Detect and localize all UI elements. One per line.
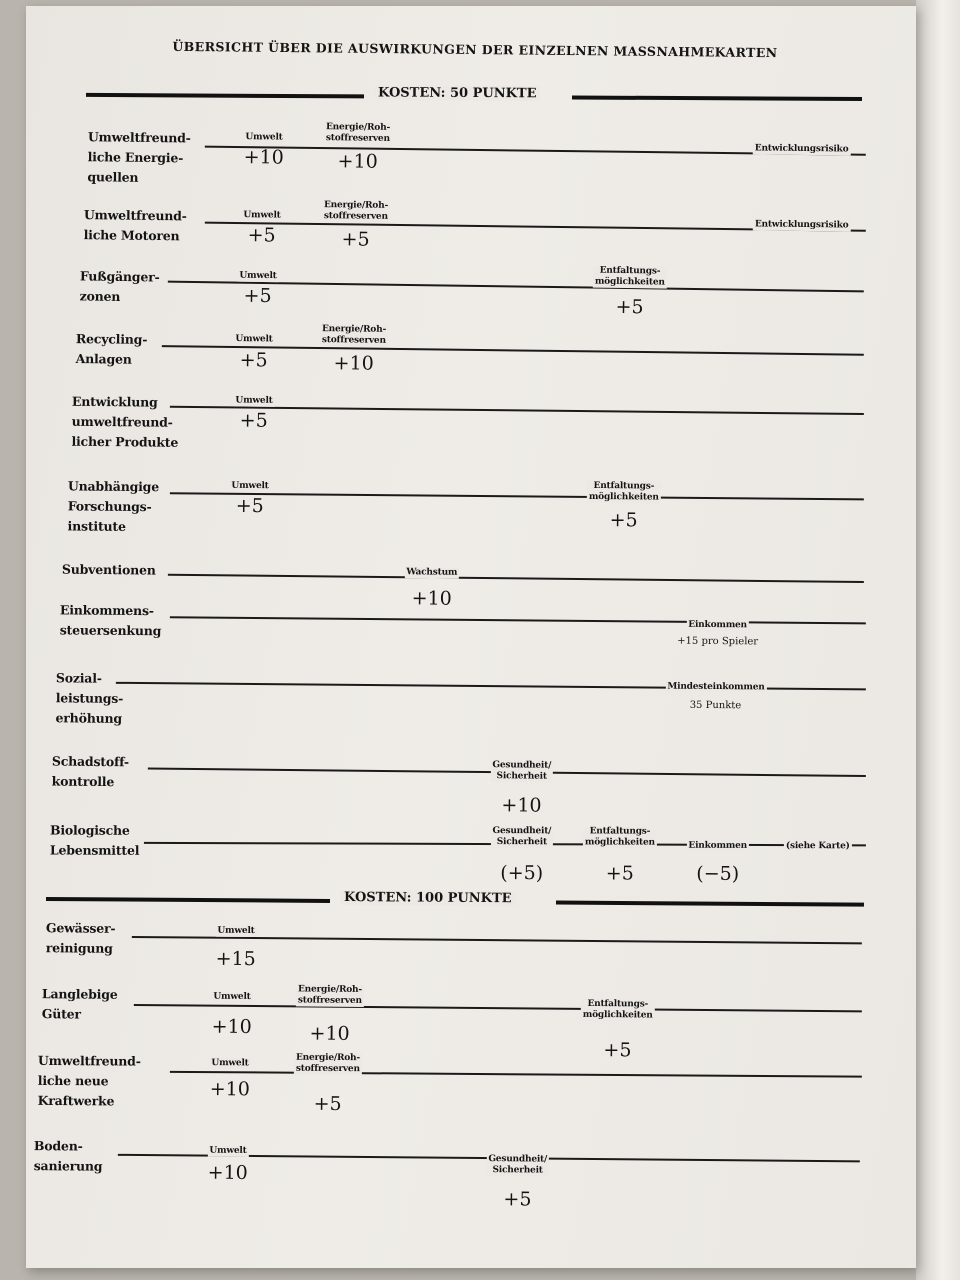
measure-label: Boden- sanierung bbox=[33, 1138, 103, 1174]
measure-row bbox=[0, 668, 960, 726]
section-header bbox=[0, 888, 960, 915]
effect-category: Umwelt bbox=[237, 271, 278, 283]
effect-value: +5 bbox=[609, 509, 638, 532]
measure-row bbox=[0, 918, 960, 971]
effect-category: Umwelt bbox=[243, 132, 284, 144]
effect-line bbox=[170, 616, 866, 624]
section-rule bbox=[572, 95, 862, 101]
measure-row bbox=[0, 200, 960, 251]
section-rule bbox=[556, 901, 864, 907]
page-title: ÜBERSICHT ÜBER DIE AUSWIRKUNGEN DER EINZELNEN MASSNAHMEKARTEN bbox=[172, 38, 778, 61]
measure-label: Recycling- Anlagen bbox=[75, 331, 148, 367]
effect-category: Entfaltungs- möglichkeiten bbox=[593, 266, 667, 289]
section-label: KOSTEN: 50 PUNKTE bbox=[374, 85, 541, 101]
measure-row bbox=[0, 324, 960, 375]
effect-category: Umwelt bbox=[229, 481, 270, 492]
effect-category: Gesundheit/ Sicherheit bbox=[490, 760, 553, 783]
effect-line bbox=[170, 492, 864, 500]
measure-label: Umweltfreund- liche neue Kraftwerke bbox=[37, 1052, 141, 1109]
effect-category: Umwelt bbox=[233, 395, 274, 406]
effect-category: Umwelt bbox=[207, 1146, 248, 1157]
effect-value: +10 bbox=[209, 1078, 250, 1101]
measure-label: Gewässer- reinigung bbox=[45, 920, 116, 956]
effect-line bbox=[168, 574, 864, 583]
effect-category: Umwelt bbox=[233, 334, 274, 346]
effect-value: +5 bbox=[503, 1188, 532, 1211]
measure-label: Subventionen bbox=[61, 561, 156, 578]
effect-line bbox=[168, 281, 864, 293]
effect-line bbox=[170, 1071, 862, 1078]
effect-line bbox=[170, 406, 864, 415]
effect-value: +5 bbox=[603, 1039, 632, 1062]
effect-category: Entfaltungs- möglichkeiten bbox=[583, 826, 657, 848]
effect-value: +5 bbox=[615, 295, 644, 319]
effect-category: Mindesteinkommen bbox=[665, 682, 766, 694]
effect-value: +5 bbox=[313, 1092, 342, 1116]
effect-category: Wachstum bbox=[404, 567, 459, 579]
effect-value: +10 bbox=[411, 587, 452, 610]
section-label: KOSTEN: 100 PUNKTE bbox=[340, 890, 516, 906]
effect-value: +5 bbox=[605, 862, 634, 885]
effect-value: +5 bbox=[239, 349, 268, 372]
effect-value: +15 pro Spieler bbox=[677, 635, 759, 648]
measure-row bbox=[0, 600, 960, 648]
effect-value: +5 bbox=[247, 224, 276, 247]
effect-value: +5 bbox=[341, 228, 370, 251]
effect-category: Energie/Roh- stoffreserven bbox=[322, 200, 390, 223]
effect-category: Gesundheit/ Sicherheit bbox=[490, 826, 553, 848]
effect-value: (−5) bbox=[696, 862, 740, 885]
measure-label: Einkommens- steuersenkung bbox=[59, 602, 162, 639]
effect-category: Energie/Roh- stoffreserven bbox=[324, 122, 392, 145]
effect-value: +10 bbox=[309, 1022, 350, 1045]
effect-category: Entwicklungsrisiko bbox=[753, 219, 851, 231]
effect-value: +5 bbox=[235, 494, 264, 518]
measure-label: Unabhängige Forschungs- institute bbox=[67, 478, 160, 534]
measure-row bbox=[0, 122, 960, 185]
measure-label: Fußgänger- zonen bbox=[79, 268, 160, 304]
effect-value: +10 bbox=[501, 794, 542, 817]
effect-line bbox=[134, 1004, 862, 1012]
measure-row bbox=[0, 1136, 960, 1211]
effect-category: Umwelt bbox=[215, 926, 256, 937]
effect-value: (+5) bbox=[500, 862, 544, 885]
effect-value: +10 bbox=[337, 150, 378, 173]
measure-label: Umweltfreund- liche Energie- quellen bbox=[87, 129, 191, 185]
effect-category: Einkommen bbox=[686, 620, 749, 632]
measure-label: Entwicklung umweltfreund- licher Produkte bbox=[71, 393, 179, 450]
effect-line bbox=[132, 936, 862, 944]
effect-category: Entwicklungsrisiko bbox=[753, 143, 851, 155]
effect-value: +10 bbox=[243, 146, 284, 169]
effect-category: (siehe Karte) bbox=[784, 841, 852, 852]
measure-row bbox=[0, 1051, 960, 1116]
effect-value: +5 bbox=[239, 409, 268, 432]
measure-label: Sozial- leistungs- erhöhung bbox=[55, 670, 124, 726]
section-header bbox=[0, 83, 960, 108]
effect-category: Energie/Roh- stoffreserven bbox=[320, 324, 388, 347]
effect-value: +10 bbox=[211, 1015, 252, 1039]
measure-row bbox=[0, 984, 960, 1062]
effect-category: Umwelt bbox=[209, 1058, 250, 1069]
effect-category: Einkommen bbox=[686, 841, 749, 852]
measure-row bbox=[0, 559, 960, 610]
measure-row bbox=[0, 751, 960, 817]
effect-category: Energie/Roh- stoffreserven bbox=[296, 984, 364, 1007]
effect-value: 35 Punkte bbox=[689, 699, 742, 712]
measure-label: Schadstoff- kontrolle bbox=[51, 753, 130, 790]
effect-category: Entfaltungs- möglichkeiten bbox=[587, 481, 661, 504]
effect-category: Entfaltungs- möglichkeiten bbox=[581, 999, 655, 1022]
measure-label: Biologische Lebensmittel bbox=[49, 822, 140, 858]
effect-category: Umwelt bbox=[211, 992, 252, 1003]
measure-row bbox=[0, 476, 960, 534]
effect-category: Umwelt bbox=[241, 210, 282, 222]
effect-value: +15 bbox=[215, 947, 256, 971]
effect-value: +10 bbox=[333, 352, 374, 375]
section-rule bbox=[86, 93, 364, 98]
measure-row bbox=[0, 391, 960, 450]
measure-row bbox=[0, 820, 960, 885]
effect-category: Gesundheit/ Sicherheit bbox=[486, 1154, 549, 1177]
measure-row bbox=[0, 265, 960, 319]
section-rule bbox=[46, 897, 330, 903]
measure-label: Langlebige Güter bbox=[41, 986, 118, 1022]
effect-value: +10 bbox=[207, 1161, 248, 1184]
effect-value: +5 bbox=[243, 284, 272, 308]
measure-label: Umweltfreund- liche Motoren bbox=[83, 207, 187, 244]
effect-category: Energie/Roh- stoffreserven bbox=[294, 1053, 362, 1075]
